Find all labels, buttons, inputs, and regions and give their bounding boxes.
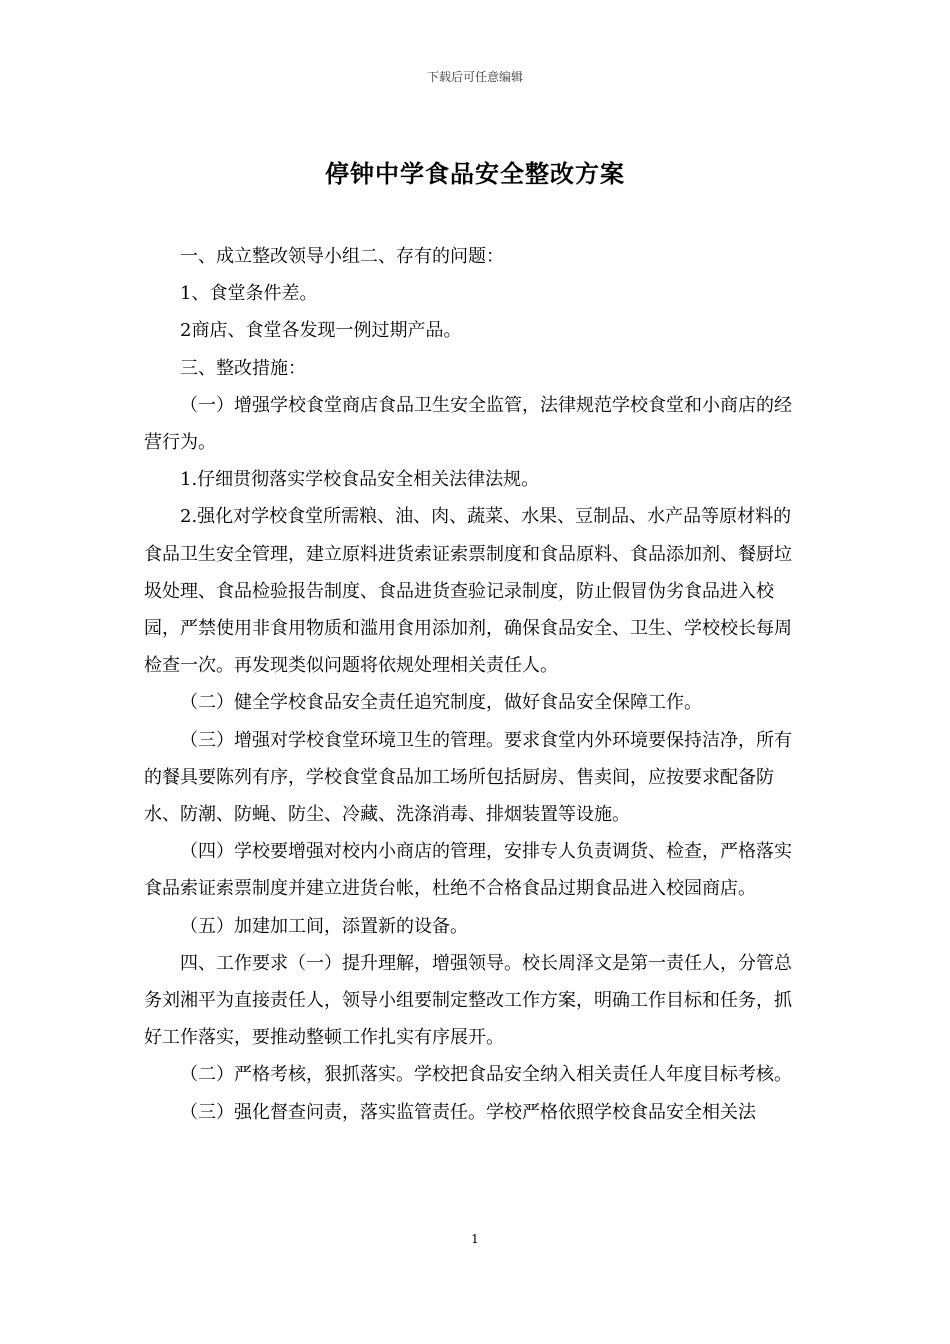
paragraph: （二）严格考核，狠抓落实。学校把食品安全纳入相关责任人年度目标考核。 <box>180 1064 792 1086</box>
paragraph: 1.仔细贯彻落实学校食品安全相关法律法规。 <box>180 469 540 491</box>
document-title: 停钟中学食品安全整改方案 <box>325 159 625 188</box>
paragraph: 2商店、食堂各发现一例过期产品。 <box>180 320 462 342</box>
header-note: 下载后可任意编辑 <box>426 70 523 84</box>
paragraph: 1、食堂条件差。 <box>180 283 318 305</box>
paragraph: 2.强化对学校食堂所需粮、油、肉、蔬菜、水果、豆制品、水产品等原材料的食品卫生安全管理，建立原料进货索证索票制度和食品原料、食品添加剂、餐厨垃圾处理、食品检验报告制度、食品进货查验记录制度，防止假冒伪劣食品进入校园，严禁使用非食用物质和滥用食用添加剂，确保食品安全、卫生、学校校长每周检查一次。再发现类似问题将依规处理相关责任人。 <box>144 506 792 677</box>
paragraph: 一、成立整改领导小组二、存有的问题： <box>180 246 504 267</box>
paragraph: （三）强化督查问责，落实监管责任。学校严格依照学校食品安全相关法 <box>180 1101 756 1123</box>
paragraph: （二）健全学校食品安全责任追究制度，做好食品安全保障工作。 <box>180 692 702 714</box>
paragraph: （五）加建加工间，添置新的设备。 <box>180 915 468 937</box>
paragraph: 三、整改措施： <box>180 357 306 379</box>
paragraph: 四、工作要求（一）提升理解，增强领导。校长周泽文是第一责任人，分管总务刘湘平为直接责任人，领导小组要制定整改工作方案，明确工作目标和任务，抓好工作落实，要推动整顿工作扎实有序展开。 <box>144 952 792 1049</box>
paragraph: （一）增强学校食堂商店食品卫生安全监管，法律规范学校食堂和小商店的经营行为。 <box>144 394 792 454</box>
document-body <box>144 238 808 1131</box>
paragraph: （三）增强对学校食堂环境卫生的管理。要求食堂内外环境要保持洁净，所有的餐具要陈列有序，学校食堂食品加工场所包括厨房、售卖间，应按要求配备防水、防潮、防蝇、防尘、冷藏、洗涤消毒、排烟装置等设施。 <box>144 729 792 826</box>
page-number: 1 <box>471 1232 479 1246</box>
paragraph: （四）学校要增强对校内小商店的管理，安排专人负责调货、检查，严格落实食品索证索票制度并建立进货台帐，杜绝不合格食品过期食品进入校园商店。 <box>144 841 792 900</box>
